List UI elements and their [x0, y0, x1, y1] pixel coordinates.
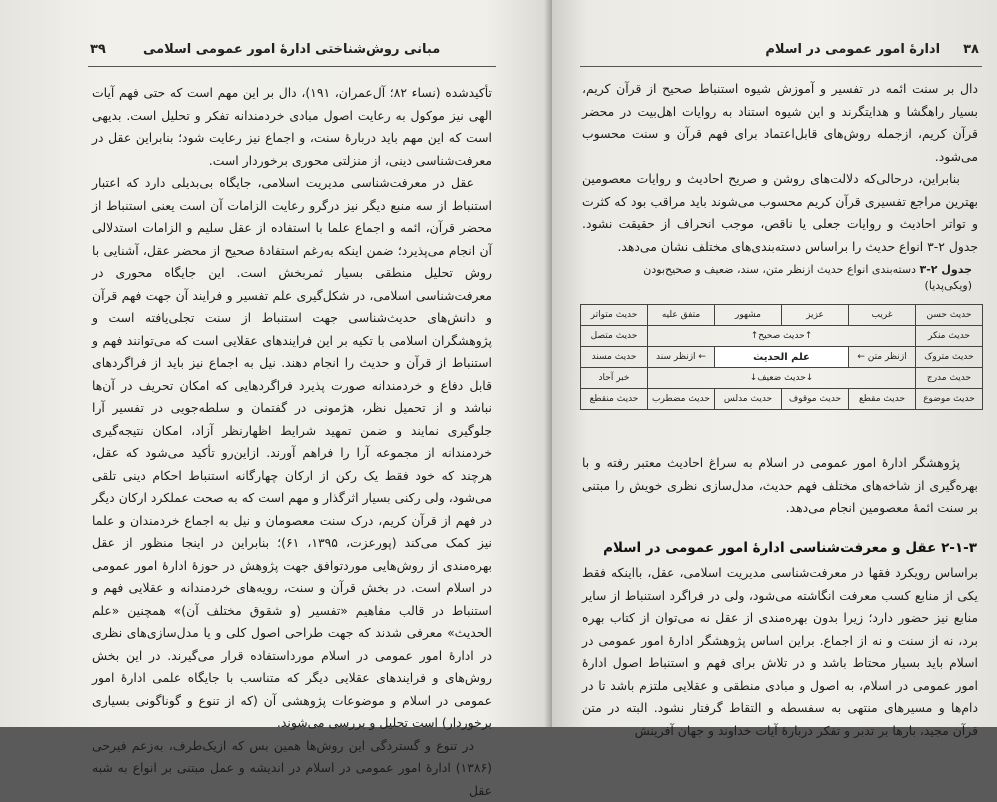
table-cell-core: علم الحدیث	[715, 347, 849, 368]
table-cell: خبر آحاد	[581, 368, 648, 389]
right-page-number: ۳۸	[963, 42, 979, 57]
table-caption-text: دسته‌بندی انواع حدیث ازنظر متن، سند، ضعیف و صحیح‌بودن (ویکی‌پدیا)	[643, 263, 972, 292]
table-cell: حدیث مدرج	[916, 368, 983, 389]
right-running-title: ادارهٔ امور عمومی در اسلام	[765, 42, 940, 57]
table-cell: حدیث متواتر	[581, 305, 648, 326]
table-cell: عزیز	[782, 305, 849, 326]
left-paragraph-2: عقل در معرفت‌شناسی مدیریت اسلامی، جایگاه بی‌بدیلی دارد که اعتبار استنباط از سه منبع دیگر نیز درگرو رعایت الزامات آن است یعنی استنباط از محضر قرآن، ائمه و اجماع علما با استفاده از عقل سلیم و الزامات استدلالی آن انجام می‌پذیرد؛ ضمن اینکه به‌رغم استفادهٔ صحیح از محضر عقل، آشنایی با روش تحلیل منطقی بسیار ثمربخش است. این جایگاه محوری در معرفت‌شناسی اسلامی، در شکل‌گیری علم تفسیر و فرایند آن جهت فهم قرآن و دانش‌های حدیث‌شناسی جهت استنباط از سنت تجلی‌یافته است و پژوهشگران اسلامی با تکیه بر این فرایندهای عقلایی است که می‌توانند فهم و استنباط از قرآن و حدیث را انجام دهند. نیل به اجماع نیز باید از فراگردهای قابل دفاع و خردمندانه صورت پذیرد فراگردهایی که امکان تحریف در آن‌ها نباشد و از تحمیل نظر، هژمونی در گفتمان و سلطه‌جویی در تفسیر آرا جلوگیری نمایند و ضمن تمهید شرایط اظهارنظر آزاد، امکان نتیجه‌گیری خردمندانه از مجموعه آرا را فراهم آورند. ازاین‌رو تأکید می‌شود که عقل، هرچند که خود فقط یک رکن از ارکان چهارگانه استنباط احکام دینی تلقی می‌شود، ولی رکنی بسیار اثرگذار و مهم است که به صحت عملکرد ارکان دیگر در فهم از قرآن کریم، درک سنت معصومان و نیل به اجماع خردمندان و علما نیز کمک می‌کند (پورعزت، ۱۳۹۵، ۶۱)؛ بنابراین در اینجا منظور از عقل بهره‌مندی از روش‌هایی موردتوافق جهت پژوهش در حوزهٔ ادارهٔ امور عمومی در اسلام است. در بخش قرآن و سنت، رویه‌های خردمندانه و عقلایی فهم و استنباط در قالب مفاهیم «تفسیر (و شقوق مختلف آن)» همچنین «علم الحدیث» معرفی شدند که جهت طراحی اصول کلی و یا مدل‌سازی‌های نظری در ادارهٔ امور عمومی در اسلام مورداستفاده قرار می‌گیرند. در این بخش روش‌های و فرایندهای عقلایی دیگر که متناسب با جایگاه علمی ادارهٔ امور عمومی در اسلام و موضوعات پژوهشی آن (که از تنوع و گوناگونی بسیاری برخوردار) است تحلیل و بررسی می‌شوند.	[92, 172, 492, 735]
table-cell: حدیث مسند	[581, 347, 648, 368]
right-paragraph-1: دال بر سنت ائمه در تفسیر و آموزش شیوه استنباط صحیح از قرآن کریم، بسیار راهگشا و هدایتگرند و این شیوه استناد به روایات اهل‌بیت در محضر قرآن کریم، ازجمله روش‌های قابل‌اعتماد برای فهم قرآن و سنت محسوب می‌شود.	[582, 78, 978, 168]
table-row	[581, 368, 983, 389]
table-cell: متفق علیه	[648, 305, 715, 326]
right-page	[552, 0, 997, 727]
table-cell: حدیث موضوع	[916, 389, 983, 410]
left-page-header	[90, 42, 440, 57]
left-paragraph-3: در تنوع و گستردگی این روش‌ها همین بس که ازیک‌طرف، به‌زعم فیرحی (۱۳۸۶) ادارهٔ امور عمومی در اسلام در اندیشه و عمل مبتنی بر انواع به شبه عقل	[92, 735, 492, 802]
table-cell: ← ازنظر سند	[648, 347, 715, 368]
left-body-text	[92, 82, 492, 802]
right-paragraph-4: براساس رویکرد فقها در معرفت‌شناسی مدیریت اسلامی، عقل، بااینکه فقط یکی از منابع کسب معرفت انگاشته می‌شود، ولی در فراگرد استنباط از سایر منابع نیز حضور دارد؛ زیرا بدون بهره‌مندی از عقل نه می‌توان از کتاب بهره برد، نه از سنت و نه از اجماع. براین اساس پژوهشگر ادارهٔ امور عمومی در اسلام باید بسیار محتاط باشد و در تلاش برای فهم و استنباط اصول ادارهٔ امور عمومی در اسلام، به اصول و مبادی منطقی و عقلایی ملتزم باشد تا در دام‌ها و مسیرهای منتهی به سفسطه و التقاط گرفتار نشود. البته در متن قرآن مجید، بارها بر تدبر و تفکر دربارهٔ آیات خداوند و جهان آفرینش	[582, 562, 978, 742]
right-page-header	[765, 42, 979, 57]
right-intro-text	[582, 78, 978, 258]
left-page-number: ۳۹	[90, 42, 106, 57]
section-heading: ۲-۱-۳ عقل و معرفت‌شناسی ادارهٔ امور عمومی در اسلام	[603, 540, 977, 556]
table-cell-zaif: ↓حدیث ضعیف↓	[648, 368, 916, 389]
table-cell: حدیث موقوف	[782, 389, 849, 410]
table-cell: حدیث مضطرب	[648, 389, 715, 410]
left-header-rule	[88, 66, 496, 67]
right-after-table-text	[582, 452, 978, 520]
table-cell: حدیث مدلس	[715, 389, 782, 410]
table-row	[581, 305, 983, 326]
left-paragraph-1: تأکیدشده (نساء ۸۲؛ آل‌عمران، ۱۹۱)، دال بر این مهم است که حتی فهم آیات الهی نیز موکول به رعایت اصول مبادی خردمندانه تفکر و تحلیل است. بدیهی است که این مهم باید دربارهٔ سنت، و اجماع نیز رعایت شود؛ بنابراین عقل در معرفت‌شناسی دینی، از منزلتی محوری برخوردار است.	[92, 82, 492, 172]
right-section-text	[582, 562, 978, 742]
table-cell: حدیث منکر	[916, 326, 983, 347]
table-cell: حدیث متروک	[916, 347, 983, 368]
right-header-rule	[580, 66, 982, 67]
table-cell: حدیث منقطع	[581, 389, 648, 410]
table-cell: غریب	[849, 305, 916, 326]
table-row	[581, 326, 983, 347]
table-caption-label: جدول ۲-۳	[919, 263, 972, 276]
table-caption	[612, 262, 972, 294]
left-running-title: مبانی روش‌شناختی ادارهٔ امور عمومی اسلامی	[143, 42, 440, 57]
table-cell: حدیث مقطع	[849, 389, 916, 410]
right-paragraph-2: بنابراین، درحالی‌که دلالت‌های روشن و صریح احادیث و روایات معصومین بهترین مراجع تفسیری قرآن کریم محسوب می‌شوند باید مراقب بود که کثرت و تواتر احادیث و روایات جعلی یا ناقص، موجب انحراف از حقیقت نشود. جدول ۲-۳ انواع حدیث را براساس دسته‌بندی‌های مختلف نشان می‌دهد.	[582, 168, 978, 258]
table-row	[581, 389, 983, 410]
hadith-types-table	[580, 304, 983, 410]
table-cell: ازنظر متن ←	[849, 347, 916, 368]
right-paragraph-3: پژوهشگر ادارهٔ امور عمومی در اسلام به سراغ احادیث معتبر رفته و با بهره‌گیری از شاخه‌های مختلف فهم حدیث، مدل‌سازی نظری خویش را مبتنی بر سنت ائمهٔ معصومین انجام می‌دهد.	[582, 452, 978, 520]
table-cell-sahih: ↑حدیث صحیح↑	[648, 326, 916, 347]
table-cell: حدیث متصل	[581, 326, 648, 347]
table-row	[581, 347, 983, 368]
table-cell: حدیث حسن	[916, 305, 983, 326]
table-cell: مشهور	[715, 305, 782, 326]
